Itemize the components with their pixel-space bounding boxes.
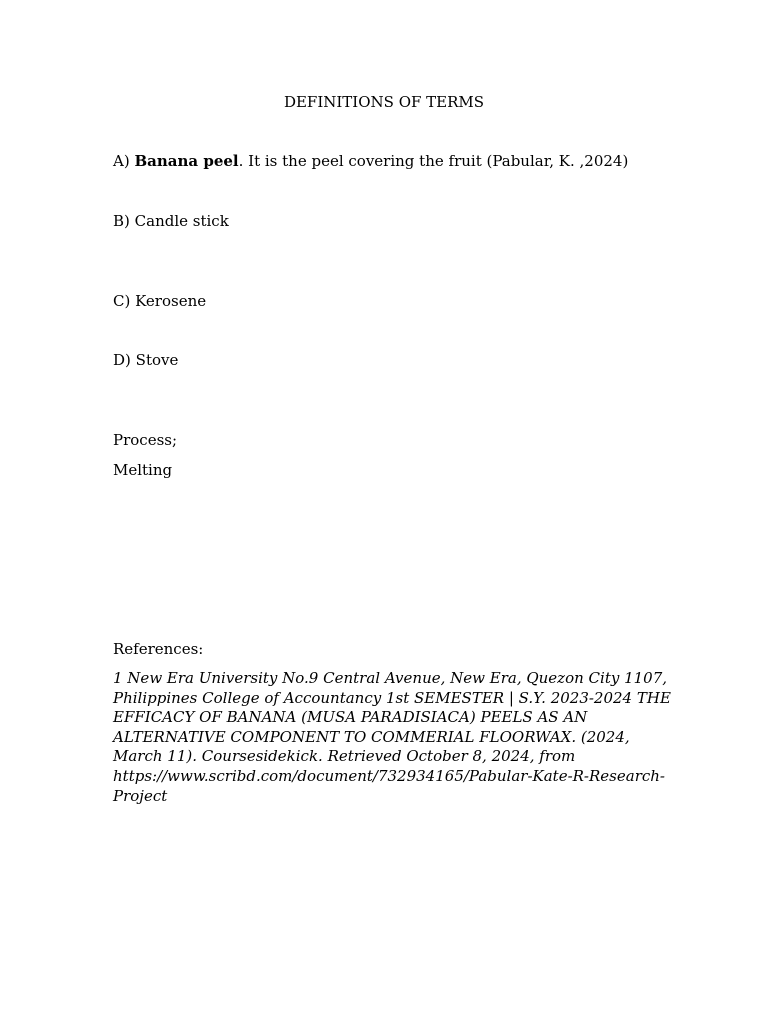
reference-line: ALTERNATIVE COMPONENT TO COMMERIAL FLOORWAX. (2024, (113, 727, 630, 746)
term-b-letter: B) (113, 212, 130, 230)
process-label: Process; (113, 431, 178, 449)
process-item: Melting (113, 461, 173, 479)
reference-line: Project (113, 786, 168, 805)
term-d-letter: D) (113, 351, 131, 369)
term-c-letter: C) (113, 292, 131, 310)
term-a-letter: A) (113, 152, 130, 170)
document-title: DEFINITIONS OF TERMS (283, 93, 485, 111)
term-b-name: Candle stick (134, 212, 229, 230)
reference-entry (113, 669, 688, 806)
reference-line: EFFICACY OF BANANA (MUSA PARADISIACA) PEELS AS AN (113, 708, 588, 727)
reference-line: https://www.scribd.com/document/732934165/Pabular-Kate-R-Research- (113, 766, 665, 785)
reference-line: March 11). Coursesidekick. Retrieved October 8, 2024, from (113, 747, 576, 766)
term-a-name: Banana peel (134, 152, 239, 170)
term-c-name: Kerosene (135, 292, 207, 310)
term-a-definition: . It is the peel covering the fruit (Pabular, K. ,2024) (238, 152, 629, 170)
reference-line: Philippines College of Accountancy 1st SEMESTER | S.Y. 2023-2024 THE (113, 688, 671, 707)
term-d (113, 350, 688, 370)
references-label: References: (113, 640, 204, 658)
term-d-name: Stove (135, 351, 179, 369)
reference-line: 1 New Era University No.9 Central Avenue, New Era, Quezon City 1107, (113, 669, 668, 687)
term-b (113, 211, 688, 231)
term-a (113, 151, 688, 171)
term-c (113, 291, 688, 311)
